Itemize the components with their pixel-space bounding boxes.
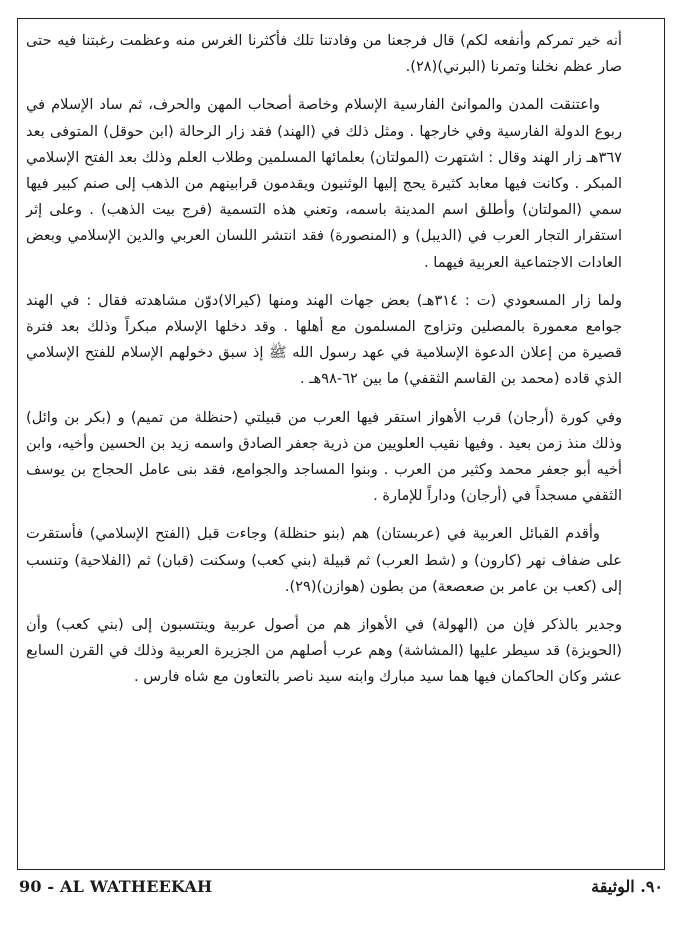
paragraph-6: وجدير بالذكر فإن من (الهولة) في الأهواز هم من أصول عربية وينتسبون إلى (بني كعب) وأن (الحويزة) قد سيطر عليها (المشاشة) وهم عرب أصلهم من الجزيرة العربية وذلك في القرن السابع عشر وكان الحاكمان فيها هما سيد مبارك وابنه سيد ناصر بالتعاون مع شاه فارس . xyxy=(26,616,622,686)
paragraph-4: وفي كورة (أرجان) قرب الأهواز استقر فيها العرب من قبيلتي (حنظلة من تميم) و (بكر بن وائل) وذلك منذ زمن بعيد . وفيها نقيب العلويين من ذرية جعفر الصادق واسمه زيد بن الحسين وأخيه، وابن أخيه أبو جعفر محمد وكثير من العرب . وبنوا المساجد والجوامع، فقد بنى عامل الحجاج بن يوسف الثقفي مسجداً في (أرجان) وداراً للإمارة . xyxy=(26,408,622,505)
paragraph-3: ولما زار المسعودي (ت : ٣١٤هـ) بعض جهات الهند ومنها (كيرالا)دوّن مشاهدته فقال : في الهند جوامع معمورة بالمصلين وتزاوج المسلمون مع أهلها . وقد دخلها الإسلام مبكراً وذلك بعد فترة قصيرة من إعلان الدعوة الإسلامية في عهد رسول الله ﷺ إذ سبق دخولهم الإسلام للفتح الإسلامي الذي قاده (محمد بن القاسم الثقفي) ما بين ٦٢-٩٨هـ . xyxy=(26,291,622,388)
footer-page-label-arabic: ٩٠. الوثيقة xyxy=(591,877,663,896)
paragraph-1: أنه خير تمركم وأنفعه لكم) قال فرجعنا من وفادتنا تلك فأكثرنا الغرس منه وعظمت رغبتنا فيه حتى صار عظم نخلنا وتمرنا (البرني)(٢٨). xyxy=(26,32,622,76)
page-footer xyxy=(17,874,665,900)
paragraph-5: وأقدم القبائل العربية في (عربستان) هم (بنو حنظلة) وجاءت قبل (الفتح الإسلامي) فأستقرت على ضفاف نهر (كارون) و (شط العرب) ثم قبيلة (بني كعب) وسكنت (قبان) ثم (الفلاحية) وتنسب إلى (كعب بن عامر بن صعصعة) من بطون (هوازن)(٢٩). xyxy=(26,525,622,595)
paragraph-2: واعتنقت المدن والموانئ الفارسية الإسلام وخاصة أصحاب المهن والحرف، ثم ساد الإسلام في ربوع الدولة الفارسية وفي خارجها . ومثل ذلك في (الهند) فقد زار الرحالة (ابن حوقل) المتوفى بعد ٣٦٧هـ زار الهند وقال : اشتهرت (المولتان) بعلمائها المسلمين وطلاب العلم وذلك بعد الفتح الإسلامي المبكر . وكانت فيها معابد كثيرة يحج إليها الوثنيون ويقدمون قرابينهم من الذهب إلى صنم كبير فيها سمي (المولتان) وأطلق اسم المدينة باسمه، وتعني هذه التسمية (فرج بيت الذهب) . وعلى إثر استقرار التجار العرب في (الديبل) و (المنصورة) فقد انتشر اللسان العربي والدين الإسلامي وبعض العادات الاجتماعية العربية فيهما . xyxy=(26,96,622,271)
footer-page-label: 90 - AL WATHEEKAH xyxy=(19,877,213,896)
article-body xyxy=(26,28,622,703)
